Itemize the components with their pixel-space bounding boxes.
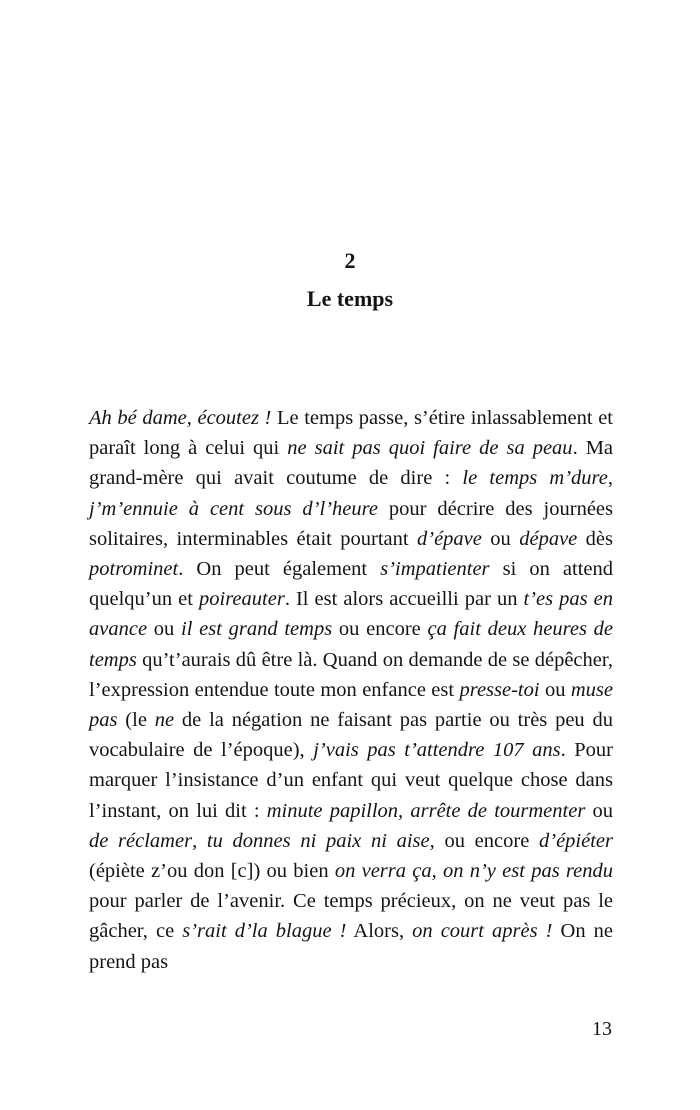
italic-text-run: presse-toi: [459, 678, 540, 701]
italic-text-run: de réclamer: [89, 829, 193, 852]
italic-text-run: dépave: [519, 527, 578, 550]
chapter-heading: [0, 245, 700, 315]
text-run: On ne prend pas: [89, 920, 613, 973]
italic-text-run: t’es pas en avance: [89, 588, 613, 641]
body-text: [89, 403, 613, 977]
text-run: ,: [607, 467, 613, 490]
text-run: ou encore: [434, 829, 539, 852]
text-run: ou: [539, 678, 571, 701]
italic-text-run: muse pas: [89, 678, 614, 732]
text-run: (épiète z’ou don [c]) ou bien: [89, 860, 335, 883]
text-run: ou: [481, 527, 520, 550]
text-run: ou: [147, 618, 182, 641]
text-run: ou encore: [332, 618, 428, 641]
italic-text-run: j’vais pas t’attendre 107 ans: [313, 739, 561, 762]
text-run: pour parler de l’avenir. Ce temps précieux, on ne veut pas le gâcher, ce: [89, 890, 613, 943]
text-run: pour décrire des journées solitaires, interminables était pourtant: [89, 497, 613, 550]
text-run: si on attend quelqu’un et: [89, 558, 613, 611]
italic-text-run: le temps m’dure: [462, 467, 608, 490]
italic-text-run: on court après !: [412, 920, 553, 943]
italic-text-run: poireauter: [199, 588, 285, 611]
italic-text-run: tu donnes ni paix ni aise,: [206, 829, 435, 852]
italic-text-run: ça fait deux heures de temps: [89, 618, 614, 671]
italic-text-run: ne sait pas quoi faire de sa peau: [287, 437, 573, 460]
italic-text-run: d’épave: [417, 527, 482, 550]
text-run: (le: [117, 709, 155, 732]
text-run: . Ma grand-mère qui avait coutume de dire :: [89, 437, 614, 490]
paragraph: [89, 403, 613, 977]
text-run: . Il est alors accueilli par un: [284, 588, 524, 611]
italic-text-run: j’m’ennuie à cent sous d’l’heure: [89, 497, 378, 520]
chapter-title: Le temps: [306, 286, 394, 311]
text-run: Le temps passe, s’étire inlassablement et paraît long à celui qui: [89, 407, 613, 460]
italic-text-run: d’épiéter: [539, 829, 613, 852]
text-run: de la négation ne faisant pas partie ou très peu du vocabulaire de l’époque),: [89, 709, 614, 762]
italic-text-run: potrominet: [89, 558, 179, 581]
text-run: ,: [192, 829, 207, 852]
chapter-number: 2: [344, 248, 356, 273]
italic-text-run: s’rait d’la blague !: [182, 920, 347, 943]
text-run: ou: [585, 799, 613, 822]
italic-text-run: s’impatienter: [380, 558, 490, 581]
text-run: dès: [577, 527, 614, 550]
text-run: . Pour marquer l’insistance d’un enfant qui veut quelque chose dans l’instant, on lui dit :: [89, 739, 613, 822]
italic-text-run: on verra ça, on n’y est pas rendu: [334, 860, 613, 883]
text-run: qu’t’aurais dû être là. Quand on demande de se dépêcher, l’expression entendue toute mon enfance est: [89, 648, 613, 701]
italic-text-run: Ah bé dame, écoutez !: [89, 407, 272, 429]
page-number: 13: [592, 1018, 612, 1040]
italic-text-run: minute papillon, arrête de tourmenter: [266, 799, 586, 822]
italic-text-run: il est grand temps: [181, 618, 333, 641]
italic-text-run: ne: [154, 709, 175, 732]
text-run: . On peut également: [178, 558, 381, 581]
text-run: Alors,: [346, 920, 413, 943]
